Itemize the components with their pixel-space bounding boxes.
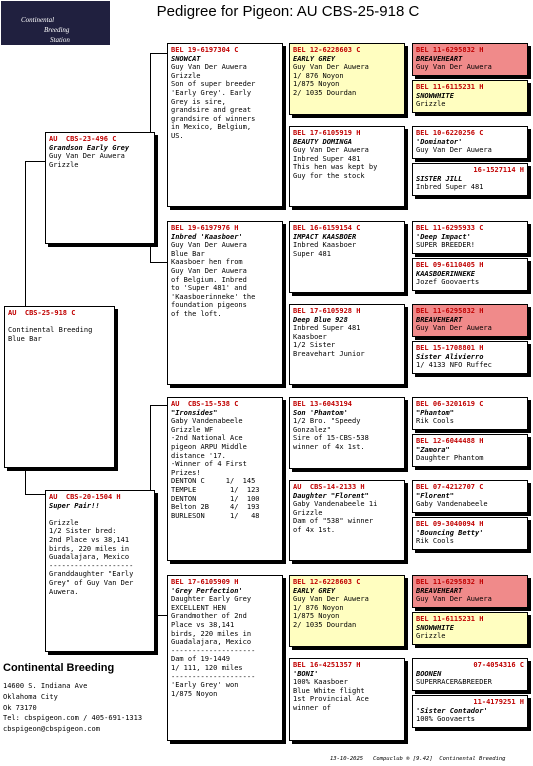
ring-number: 07-4054316 C — [473, 661, 524, 669]
pigeon-name: KAASBOERINNEKE — [416, 269, 476, 278]
gen4-card[interactable] — [412, 221, 528, 254]
logo — [1, 1, 110, 45]
breeder: Inbred Kaasboer — [293, 241, 357, 250]
ggdam-card[interactable] — [289, 480, 405, 561]
breeder: Daughter Early Grey — [171, 595, 252, 604]
ring-number: BEL 11-6295933 C — [416, 224, 484, 232]
pigeon-name: BREAVEHEART — [416, 315, 463, 324]
gen4-card[interactable] — [412, 575, 528, 608]
pigeon-name: 'Bouncing Betty' — [416, 528, 484, 537]
notes: Grizzle 1/2 Sister bred: 2nd Place vs 38,141 birds, 220 miles in Guadalajara, Mexico -------------------- Granddaughter "Early Grey" of Guy Van Der Auwera. — [49, 518, 134, 596]
breeder: Guy Van Der Auwera — [293, 63, 369, 72]
print-stamp: 13-10-2025 Compuclub ® [9.42] Continental Breeding — [330, 756, 506, 762]
notes: Continental Breeding Blue Bar — [8, 326, 93, 343]
breeder: Grizzle — [416, 632, 446, 641]
connector-line — [25, 161, 45, 162]
pigeon-name: "Zamora" — [416, 445, 450, 454]
pigeon-name: 'Grey Perfection' — [171, 586, 243, 595]
breeder: 100% Goovaerts — [416, 715, 476, 724]
breeder: SUPER BREEDER! — [416, 241, 476, 250]
logo-line3: Station — [50, 36, 70, 44]
pigeon-name: Deep Blue 928 — [293, 315, 348, 324]
pigeon-name: "Florent" — [416, 491, 454, 500]
ring-number: AU CBS-20-1504 H — [49, 493, 121, 501]
ring-number: BEL 11-6295832 H — [416, 46, 484, 54]
ring-number: AU CBS-14-2133 H — [293, 483, 365, 491]
breeder: SUPERRACER&BREEDER — [416, 678, 492, 687]
ring-number: BEL 17-6105919 H — [293, 129, 361, 137]
ring-number: BEL 11-6295832 H — [416, 578, 484, 586]
breeder: Guy Van Der Auwera — [416, 595, 492, 604]
notes: Blue White flight 1st Provincial Ace winner of — [293, 686, 369, 712]
breeder-contact — [3, 681, 142, 735]
email-line: cbspigeon@cbspigeon.com — [3, 725, 100, 734]
ring-number: BEL 11-6115231 H — [416, 615, 484, 623]
address-line: Oklahoma City — [3, 692, 58, 701]
grandsire-paternal-card[interactable] — [167, 43, 283, 207]
notes: Inbred Super 481 This hen was kept by Guy for the stock — [293, 154, 378, 180]
pigeon-name: SISTER JILL — [416, 174, 463, 183]
pigeon-name: "Phantom" — [416, 408, 454, 417]
pigeon-name: 'BONI' — [293, 669, 319, 678]
breeder: Gaby Vandenabeele — [171, 417, 243, 426]
breeder: 1/ 4133 NFO Ruffec — [416, 361, 492, 370]
ring-number: BEL 13-6043194 — [293, 400, 353, 408]
pigeon-name: 'Deep Impact' — [416, 232, 471, 241]
breeder: Guy Van Der Auwera — [49, 152, 125, 161]
ring-number: BEL 12-6228603 C — [293, 46, 361, 54]
pigeon-name: 'Dominator' — [416, 137, 463, 146]
gen4-card[interactable] — [412, 258, 528, 291]
subject-card[interactable] — [4, 306, 115, 468]
ring-number: BEL 19-6197304 C — [171, 46, 239, 54]
ring-number: BEL 15-1708801 H — [416, 344, 484, 352]
ring-number: BEL 16-6159154 C — [293, 224, 361, 232]
breeder: Inbred Super 481 — [293, 324, 361, 333]
connector-line — [150, 262, 167, 263]
breeder: Inbred Super 481 — [416, 183, 484, 192]
ring-number: BEL 11-6295832 H — [416, 307, 484, 315]
notes: EXCELLENT HEN Grandmother of 2nd Place vs 38,141 birds, 220 miles in Guadalajara, Mexico -------------------- Dam of 19-1449 1/ 111, 120 miles -------------------- 'Early Grey' won 1/875 Noyon — [171, 603, 256, 698]
gen4-card[interactable] — [412, 480, 528, 513]
phone-line: Tel: cbspigeon.com / 405-691-1313 — [3, 714, 143, 723]
breeder-name: Continental Breeding — [3, 662, 115, 674]
ring-number: BEL 12-6228603 C — [293, 578, 361, 586]
gen4-card[interactable] — [412, 397, 528, 430]
breeder: Jozef Goovaerts — [416, 278, 480, 287]
breeder: Grizzle — [416, 100, 446, 109]
pigeon-name: SNOWCAT — [171, 54, 201, 63]
ring-number: BEL 12-6044488 H — [416, 437, 484, 445]
pigeon-name: Daughter "Florent" — [293, 491, 369, 500]
connector-line — [25, 161, 26, 306]
ring-number: BEL 07-4212707 C — [416, 483, 484, 491]
pigeon-name: "Ironsides" — [171, 408, 218, 417]
connector-line — [150, 53, 167, 54]
pigeon-name: EARLY GREY — [293, 586, 336, 595]
ring-number: BEL 10-6220256 C — [416, 129, 484, 137]
breeder: Guy Van Der Auwera — [171, 63, 247, 72]
gen4-card[interactable] — [412, 126, 528, 159]
gen4-card[interactable] — [412, 43, 528, 76]
pigeon-name: Inbred 'Kaasboer' — [171, 232, 243, 241]
ring-number: 16-1527114 H — [473, 166, 524, 174]
notes: Super 481 — [293, 249, 331, 258]
pigeon-name: 'Sister Contador' — [416, 706, 488, 715]
ring-number: AU CBS-23-496 C — [49, 135, 117, 143]
connector-line — [150, 405, 167, 406]
ggdam-card[interactable] — [289, 304, 405, 385]
logo-line2: Breeding — [44, 26, 70, 34]
pigeon-name: IMPACT KAASBOER — [293, 232, 357, 241]
ring-number: BEL 06-3201619 C — [416, 400, 484, 408]
pigeon-name: SNOWWHITE — [416, 91, 454, 100]
address-line: Ok 73170 — [3, 703, 37, 712]
breeder: Guy Van Der Auwera — [416, 324, 492, 333]
ggdam-card[interactable] — [289, 658, 405, 741]
grandsire-maternal-card[interactable] — [167, 397, 283, 561]
gen4-card[interactable] — [412, 517, 528, 550]
pigeon-name: Sister Alivierro — [416, 352, 484, 361]
ggsire-card[interactable] — [289, 221, 405, 293]
ring-number: BEL 19-6197976 H — [171, 224, 239, 232]
gen4-card[interactable] — [412, 658, 528, 691]
breeder: Guy Van Der Auwera — [171, 241, 247, 250]
breeder: 1/2 Bro. "Speedy — [293, 417, 361, 426]
logo-line1: Continental — [21, 16, 55, 24]
gen4-card[interactable] — [412, 304, 528, 337]
gen4-card[interactable] — [412, 341, 528, 374]
notes: Gonzalez" Sire of 15-CBS-538 winner of 4x 1st. — [293, 425, 369, 451]
breeder: Daughter Phantom — [416, 454, 484, 463]
ring-number: BEL 17-6105928 H — [293, 307, 361, 315]
gen4-card[interactable] — [412, 163, 528, 196]
breeder: Gaby Vandenabeele — [416, 500, 488, 509]
notes: Grizzle Dam of "538" winner of 4x 1st. — [293, 508, 374, 534]
notes: Kaasboer 1/2 Sister Breavehart Junior — [293, 332, 365, 358]
pigeon-name: Super Pair!! — [49, 501, 100, 510]
breeder: Guy Van Der Auwera — [293, 595, 369, 604]
pigeon-name: BOONEN — [416, 669, 442, 678]
ring-number: BEL 16-4251357 H — [293, 661, 361, 669]
notes: Grizzle WF -2nd National Ace pigeon ARPU Middle distance '17. -Winner of 4 First Prizes! DENTON C 1/ 145 TEMPLE 1/ 123 DENTON 1/ 100 Belton 2B 4/ 193 BURLESON 1/ 48 — [171, 425, 260, 520]
ring-number: AU CBS-25-918 C — [8, 309, 76, 317]
notes: Grizzle Son of super breeder 'Early Grey'. Early Grey is sire, grandsire and great grandsire of winners in Mexico, Belgium, US. — [171, 71, 256, 140]
notes: 1/ 876 Noyon 1/875 Noyon 2/ 1035 Dourdan — [293, 71, 357, 97]
pigeon-name: BREAVEHEART — [416, 54, 463, 63]
notes: Blue Bar Kaasboer hen from Guy Van Der Auwera of Belgium. Inbred to 'Super 481' and 'Kaasboerinneke' the foundation pigeons of the loft. — [171, 249, 256, 318]
pigeon-name: SNOWWHITE — [416, 623, 454, 632]
dam-card[interactable] — [45, 490, 155, 652]
sire-card[interactable] — [45, 132, 155, 244]
gen4-card[interactable] — [412, 695, 528, 728]
gen4-card[interactable] — [412, 612, 528, 645]
notes: 1/ 876 Noyon 1/875 Noyon 2/ 1035 Dourdan — [293, 603, 357, 629]
breeder: Rik Cools — [416, 417, 454, 426]
ring-number: AU CBS-15-538 C — [171, 400, 239, 408]
ggsire-card[interactable] — [289, 575, 405, 647]
breeder: Guy Van Der Auwera — [293, 146, 369, 155]
notes: Grizzle — [49, 160, 79, 169]
connector-line — [25, 494, 45, 495]
pigeon-name: Son 'Phantom' — [293, 408, 348, 417]
pigeon-name: EARLY GREY — [293, 54, 336, 63]
breeder: Guy Van Der Auwera — [416, 63, 492, 72]
pigeon-name: Grandson Early Grey — [49, 143, 130, 152]
granddam-paternal-card[interactable] — [167, 221, 283, 385]
ring-number: BEL 11-6115231 H — [416, 83, 484, 91]
breeder: Guy Van Der Auwera — [416, 146, 492, 155]
breeder: Gaby Vandenabeele 1i — [293, 500, 378, 509]
ggsire-card[interactable] — [289, 43, 405, 115]
ggdam-card[interactable] — [289, 126, 405, 207]
ring-number: BEL 17-6105909 H — [171, 578, 239, 586]
gen4-card[interactable] — [412, 434, 528, 467]
page-title: Pedigree for Pigeon: AU CBS-25-918 C — [156, 3, 420, 20]
address-line: 14600 S. Indiana Ave — [3, 682, 88, 690]
pigeon-name: BREAVEHEART — [416, 586, 463, 595]
gen4-card[interactable] — [412, 80, 528, 113]
ring-number: BEL 09-6110405 H — [416, 261, 484, 269]
ggsire-card[interactable] — [289, 397, 405, 469]
breeder: 100% Kaasboer — [293, 678, 348, 687]
granddam-maternal-card[interactable] — [167, 575, 283, 741]
breeder: Rik Cools — [416, 537, 454, 546]
ring-number: BEL 09-3040094 H — [416, 520, 484, 528]
ring-number: 11-4179251 H — [473, 698, 524, 706]
pigeon-name: BEAUTY DOMINGA — [293, 137, 353, 146]
